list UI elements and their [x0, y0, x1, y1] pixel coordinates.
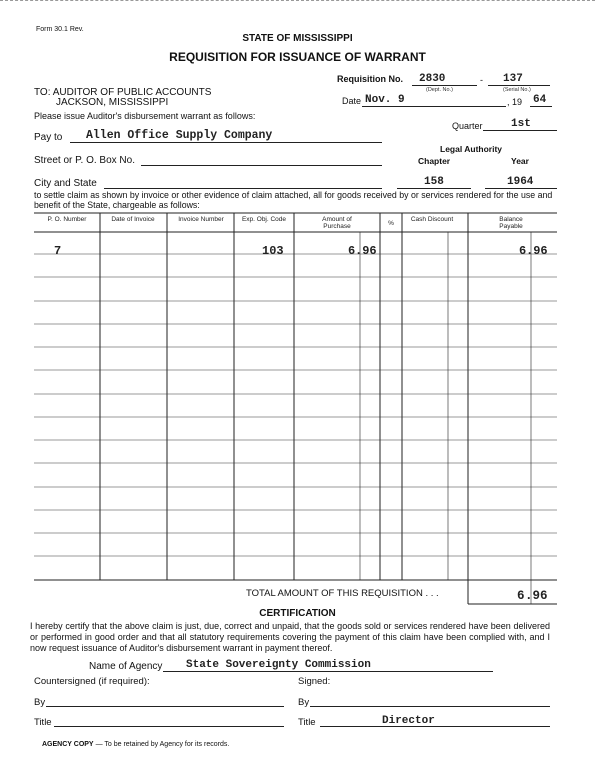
- dept-caption: (Dept. No.): [426, 87, 453, 93]
- quarter-value: 1st: [511, 118, 531, 130]
- serial-caption: (Serial No.): [503, 87, 531, 93]
- pay-to-label: Pay to: [34, 132, 63, 143]
- header-exp-obj-code: Exp. Obj. Code: [241, 216, 287, 223]
- date-label: Date: [342, 96, 362, 106]
- form-number: Form 30.1 Rev.: [36, 26, 84, 33]
- year-value: 1964: [507, 176, 534, 188]
- state-title: STATE OF MISSISSIPPI: [242, 33, 353, 44]
- signed-by-label: By: [298, 697, 310, 708]
- legal-authority-title: Legal Authority: [440, 144, 503, 154]
- serial-number: 137: [503, 73, 523, 85]
- form-title: REQUISITION FOR ISSUANCE OF WARRANT: [169, 50, 426, 64]
- agency-copy-bold: AGENCY COPY: [42, 741, 94, 748]
- header-invoice-number: Invoice Number: [178, 216, 224, 223]
- pay-to-value: Allen Office Supply Company: [86, 129, 273, 142]
- date-value: Nov. 9: [365, 94, 405, 106]
- header-date-of-invoice: Date of Invoice: [111, 216, 155, 223]
- date-year-suffix: 64: [533, 94, 547, 106]
- certification-text: I hereby certify that the above claim is just, due, correct and unpaid, that the goods sold or services rendered have been delivered or performed in good order and that all statutory requirements covering the payment of this claim have been complied with, and I now request issuance of Auditor's disbursement warrant in payment thereof.: [30, 621, 550, 653]
- requisition-dash: -: [480, 75, 483, 85]
- agency-value: State Sovereignty Commission: [186, 659, 371, 671]
- row1-amount-cents: .96: [355, 244, 377, 258]
- header-po-number: P. O. Number: [47, 216, 87, 223]
- total-dollars: 6: [517, 589, 525, 603]
- countersigned-by-label: By: [34, 697, 46, 708]
- agency-copy-text: — To be retained by Agency for its records.: [95, 741, 230, 748]
- agency-copy-note: [42, 741, 229, 748]
- row1-balance-cents: .96: [526, 244, 548, 258]
- row1-exp-obj-code: 103: [262, 244, 284, 258]
- row1-po-number: 7: [54, 244, 62, 258]
- to-line-3: Please issue Auditor's disbursement warrant as follows:: [34, 111, 256, 121]
- date-year-prefix: , 19: [507, 97, 523, 107]
- header-amount-of-purchase: Amount of Purchase: [322, 216, 352, 230]
- signed-label: Signed:: [298, 676, 331, 687]
- signed-title-label: Title: [298, 717, 316, 728]
- row1-amount-dollars: 6: [348, 244, 356, 258]
- countersigned-title-label: Title: [34, 717, 52, 728]
- chapter-value: 158: [424, 176, 444, 188]
- header-balance-payable: Balance Payable: [499, 216, 523, 230]
- settle-text: to settle claim as shown by invoice or other evidence of claim attached, all for goods received by or services rendered for the use and benefit of the State, chargeable as follows:: [34, 190, 553, 210]
- total-cents: .96: [525, 589, 548, 603]
- to-line-2: JACKSON, MISSISSIPPI: [56, 97, 169, 108]
- chapter-label: Chapter: [418, 156, 451, 166]
- agency-label: Name of Agency: [89, 661, 163, 672]
- header-cash-discount: Cash Discount: [410, 216, 454, 223]
- street-label: Street or P. O. Box No.: [34, 155, 135, 166]
- requisition-label: Requisition No.: [337, 74, 403, 84]
- dept-number: 2830: [419, 73, 446, 85]
- certification-title: CERTIFICATION: [259, 608, 336, 619]
- row1-balance-dollars: 6: [519, 244, 527, 258]
- quarter-label: Quarter: [452, 121, 483, 131]
- signer-title-value: Director: [382, 715, 435, 727]
- countersigned-label: Countersigned (if required):: [34, 676, 150, 687]
- year-label: Year: [511, 156, 529, 166]
- total-label: TOTAL AMOUNT OF THIS REQUISITION . . .: [246, 588, 439, 599]
- to-line-1: TO: AUDITOR OF PUBLIC ACCOUNTS: [34, 87, 212, 98]
- header-percent: %: [388, 220, 394, 227]
- city-label: City and State: [34, 178, 97, 189]
